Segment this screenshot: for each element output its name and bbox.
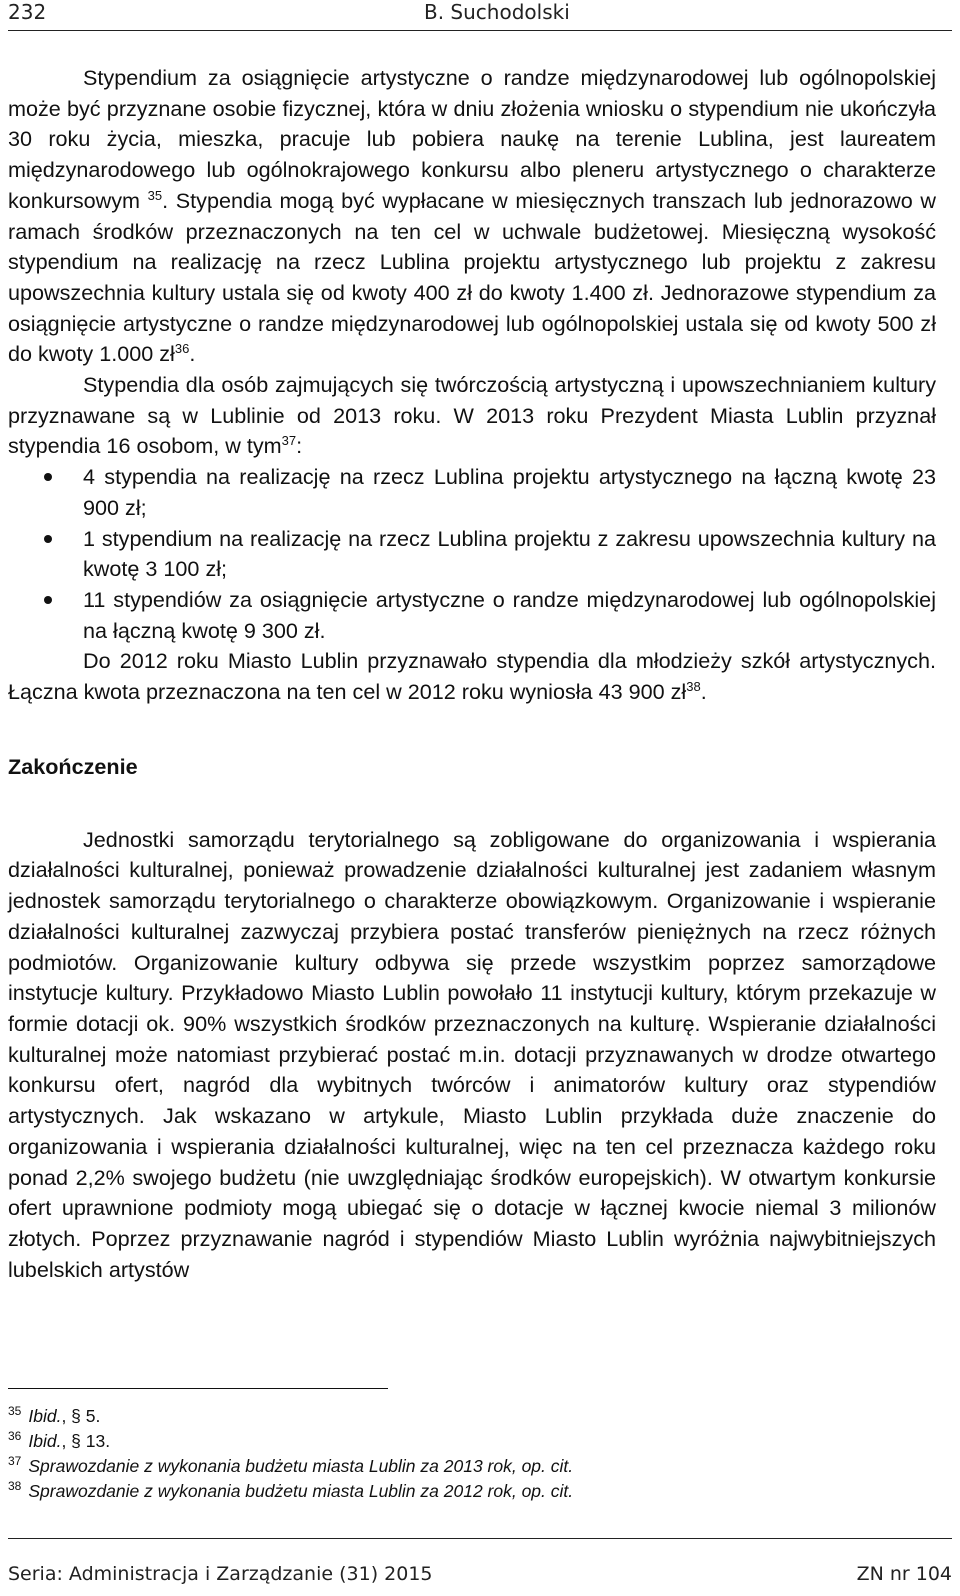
footnote-ref-36[interactable]: 36 — [174, 341, 190, 357]
section-heading: Zakończenie — [8, 753, 138, 779]
journal-series: Seria: Administracja i Zarządzanie (31) 2015 — [8, 1563, 433, 1585]
issue-number: ZN nr 104 — [856, 1563, 952, 1585]
list-item: 4 stypendia na realizację na rzecz Lublina projektu artystycznego na łączną kwotę 23 900 zł; — [8, 462, 936, 523]
bullet-icon — [44, 473, 52, 481]
scholarship-list — [8, 462, 936, 646]
body-text — [8, 63, 936, 1285]
footnote-38: $^{38}$ Sprawozdanie z wykonania budżetu miasta Lublin za 2012 rok, op. cit. — [8, 1479, 574, 1501]
footnote-ref-35[interactable]: 35 — [147, 187, 163, 203]
paragraph-scholarship-rules: Stypendium za osiągnięcie artystyczne o randze międzynarodowej lub ogólnopolskiej może być przyznane osobie fizycznej, która w dniu złożenia wniosku o stypendium nie ukończyła 30 roku życia, mieszka, pracuje lub pobiera naukę na terenie Lublina, jest laureatem międzynarodowego lub ogólnokrajowego konkursu albo pleneru artystycznego o charakterze konkursowym $^{35}$. Stypendia mogą być wypłacane w miesięcznych transzach lub jednorazowo w ramach środków przeznaczonych na ten cel w uchwale budżetowej. Miesięczną wysokość stypendium na realizację na rzecz Lublina projektu artystycznego lub projektu z zakresu upowszechnia kultury ustala się od kwoty 400 zł do kwoty 1.400 zł. Jednorazowe stypendium za osiągnięcie artystyczne o randze międzynarodowej lub ogólnopolskiej ustala się od kwoty 500 zł do kwoty 1.000 $zł^{36}$. — [8, 65, 936, 367]
paragraph-scholarships-2012: Do 2012 roku Miasto Lublin przyznawało stypendia dla młodzieży szkół artystycznych. Łączna kwota przeznaczona na ten cel w 2012 roku wyniosła 43 900 $zł^{38}$. — [8, 648, 936, 705]
list-item: 1 stypendium na realizację na rzecz Lublina projektu z zakresu upowszechnia kultury na kwotę 3 100 zł; — [8, 524, 936, 585]
footnote-35: $^{35}$ Ibid., § 5. — [8, 1404, 101, 1426]
paragraph-scholarships-2013: Stypendia dla osób zajmujących się twórczością artystyczną i upowszechnianiem kultury przyznawane są w Lublinie od 2013 roku. W 2013 roku Prezydent Miasta Lublin przyznał stypendia 16 osobom, w tym$^{37}$: — [8, 372, 936, 459]
page-header — [8, 0, 952, 31]
bullet-icon — [44, 596, 52, 604]
bullet-icon — [44, 535, 52, 543]
footnote-ref-38[interactable]: 38 — [686, 678, 701, 694]
footnote-36: $^{36}$ Ibid., § 13. — [8, 1429, 111, 1451]
running-head-author: B. Suchodolski — [424, 0, 570, 24]
paragraph-conclusion: Jednostki samorządu terytorialnego są zobligowane do organizowania i wspierania działalności kulturalnej, ponieważ prowadzenie działalności kulturalnej jest zadaniem własnym jednostek samorządu terytorialnego o charakterze obowiązkowym. Organizowanie i wspieranie działalności kulturalnej zazwyczaj przybiera postać transferów pieniężnych na rzecz różnych podmiotów. Organizowanie kultury odbywa się przede wszystkim poprzez samorządowe instytucje kultury. Przykładowo Miasto Lublin powołało 11 instytucji kultury, którym przekazuje w formie dotacji ok. 90% wszystkich środków przeznaczonych na kulturę. Wspieranie działalności kulturalnej może natomiast przybierać postać m.in. dotacji przyznawanych w drodze otwartego konkursu ofert, nagród dla wybitnych twórców i animatorów kultury oraz stypendiów artystycznych. Jak wskazano w artykule, Miasto Lublin przykłada duże znaczenie do organizowania i wspierania działalności kulturalnej, więc na ten cel przeznacza każdego roku ponad 2,2% swojego budżetu (nie uwzględniając środków europejskich). W otwartym konkursie ofert uprawnione podmioty mogą ubiegać się o dotacje w łącznej kwocie niemal 3 milionów złotych. Poprzez przyznawanie nagród i stypendiów Miasto Lublin wyróżnia najwybitniejszych lubelskich artystów — [8, 826, 936, 1282]
footnotes — [8, 1404, 936, 1504]
page-number: 232 — [8, 0, 47, 24]
footnote-37: $^{37}$ Sprawozdanie z wykonania budżetu miasta Lublin za 2013 rok, op. cit. — [8, 1454, 574, 1476]
footnote-divider — [8, 1388, 388, 1389]
page-footer — [8, 1538, 952, 1596]
list-item: 11 stypendiów za osiągnięcie artystyczne o randze międzynarodowej lub ogólnopolskiej na łączną kwotę 9 300 zł. — [8, 585, 936, 646]
footnote-ref-37[interactable]: 37 — [281, 433, 297, 449]
